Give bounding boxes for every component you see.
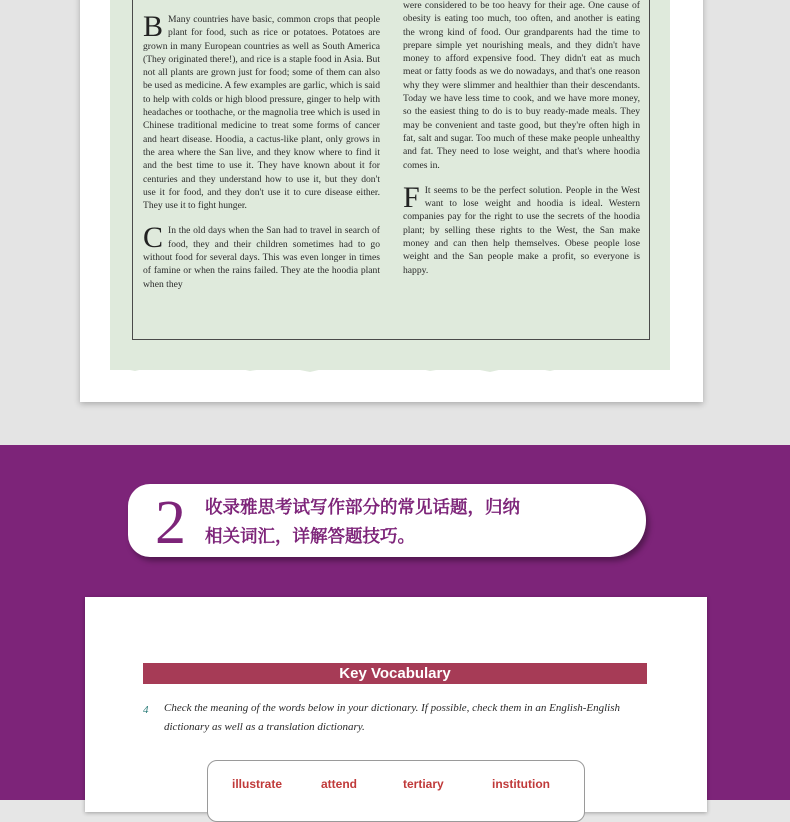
word-box	[207, 760, 585, 822]
paragraph-e-continued	[403, 0, 640, 172]
paragraph-e-text: were considered to be too heavy for their age. One cause of obesity is eating too much, too often, and another is eating the wrong kind of food. Our grandparents had the time to prepare simple yet nourishing meals, and they didn't have money to afford expensive food. They didn't eat as much meat or fatty foods as we do nowadays, and that's one reason why they were slimmer and healthier than their descendants. Today we have less time to cook, and we have more money, so the easiest thing to do is to buy ready-made meals. They may be convenient and taste good, but they're often high in fat, salt and sugar. Too much of these make people unhealthy and fat. They need to lose weight, and that's where hoodia comes in.	[403, 0, 640, 171]
vocab-word: illustrate	[232, 777, 283, 791]
article-right-column	[403, 0, 640, 289]
vocab-word: attend	[321, 777, 357, 791]
dropcap-b: B	[143, 10, 164, 43]
paragraph-f-text: It seems to be the perfect solution. People in the West want to lose weight and hoodia is ideal. Western companies pay for the right to use the secrets of the hoodia plant; by selling these rights to the West, the San make money and can then help themselves. Obese people lose weight and the San people make a profit, so everyone is happy.	[403, 184, 640, 276]
banner-number: 2	[155, 489, 186, 557]
paragraph-b-text: Many countries have basic, common crops that people plant for food, such as rice or potatoes. Potatoes are grown in many European countries as well as South America (They originated there!), and rice is a staple food in Asia. But not all plants are grown just for food; some of them can also be used as medicine. A few examples are garlic, which is said to help with colds or high blood pressure, ginger to help with headaches or toothache, or the magnolia tree which is used in Chinese traditional medicine to treat some forms of cancer and heart disease. Hoodia, a cactus-like plant, only grows in the area where the San live, and they know where to find it and the best time to use it. They have known about it for centuries and they understand how to use it, but they don't use it for food, and they don't use it to cure disease either. They use it to fight hunger.	[143, 14, 380, 212]
paragraph-b	[143, 10, 380, 212]
vocab-word: tertiary	[403, 777, 444, 791]
dropcap-c: C	[143, 221, 164, 255]
question-number: 4	[143, 704, 149, 716]
paragraph-f	[403, 180, 640, 277]
vocab-word: institution	[492, 777, 550, 791]
paragraph-c	[143, 221, 380, 290]
article-left-column	[143, 10, 380, 303]
dropcap-f: F	[403, 180, 420, 214]
torn-paper-edge	[110, 350, 670, 375]
banner-text: 收录雅思考试写作部分的常见话题，归纳 相关词汇，详解答题技巧。	[205, 498, 520, 547]
key-vocabulary-header: Key Vocabulary	[143, 663, 647, 684]
paragraph-c-text: In the old days when the San had to travel in search of food, they and their children sometimes had to go without food for several days. This was even longer in times of famine or when the rains failed. They ate the hoodia plant when they	[143, 225, 380, 290]
question-instruction: Check the meaning of the words below in your dictionary. If possible, check them in an English-English dictionary as well as a translation dictionary.	[164, 702, 621, 733]
